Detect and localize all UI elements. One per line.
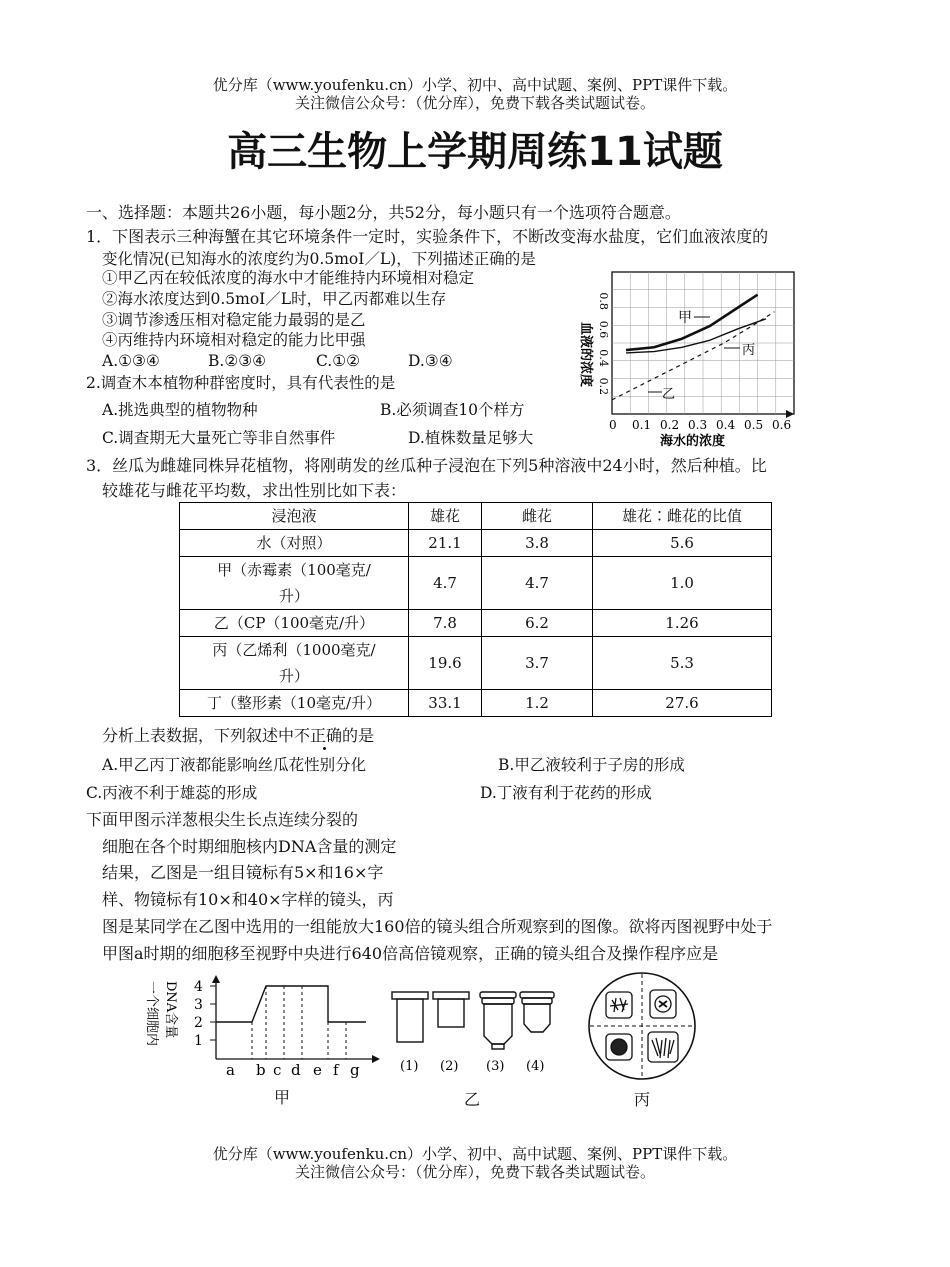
x-axis-arrow (786, 410, 794, 418)
q4-line2: 细胞在各个时期细胞核内DNA含量的测定 (102, 837, 397, 856)
table-row (180, 530, 772, 557)
q3-option-b: B.甲乙液较利于子房的形成 (498, 756, 685, 774)
lens-label: (1) (400, 1059, 419, 1074)
table-cell-male: 33.1 (409, 690, 482, 717)
q1-option-c: C.①② (316, 352, 361, 370)
lens-objective-4 (520, 992, 554, 1032)
y-tick-label: 0.8 (597, 292, 610, 310)
q1-statement-4: ④丙维持内环境相对稳定的能力比甲强 (102, 331, 366, 349)
q1-option-b: B.②③④ (208, 352, 267, 370)
section-heading: 一、选择题：本题共26小题，每小题2分，共52分，每小题只有一个选项符合题意。 (86, 203, 681, 222)
table-row (180, 557, 772, 610)
footer-line-2: 关注微信公众号：（优分库），免费下载各类试题试卷。 (294, 1163, 655, 1181)
footer-line-1: 优分库（www.youfenku.cn）小学、初中、高中试题、案例、PPT课件下载。 (212, 1145, 738, 1163)
lens-set (388, 986, 558, 1078)
cell-bottom-left (606, 1034, 632, 1060)
q1-statement-2: ②海水浓度达到0.5moI／L时，甲乙丙都难以生存 (102, 290, 447, 308)
table-header-row (180, 503, 772, 530)
q2-option-b: B.必须调查10个样方 (380, 401, 525, 419)
table-cell-ratio: 5.6 (593, 530, 772, 557)
dna-content-graph (140, 975, 380, 1085)
x-tick-label: 0.6 (772, 418, 792, 432)
lens-label: (3) (486, 1059, 505, 1074)
table-header-cell: 雄花 (409, 503, 482, 530)
q1-option-d: D.③④ (408, 352, 453, 370)
series-label-jia: 甲 (678, 310, 692, 326)
q1-stem-line2: 变化情况(已知海水的浓度约为0.5moI／L)，下列描述正确的是 (102, 250, 536, 268)
lens-eyepiece-2 (433, 992, 469, 1027)
table-cell-female: 4.7 (482, 557, 593, 610)
lens-label: (2) (440, 1059, 459, 1074)
cell-top-left (606, 992, 632, 1018)
caption-jia: 甲 (274, 1088, 291, 1107)
y-axis-title: 血液的浓度 (578, 322, 593, 388)
table-header-cell: 雄花∶雌花的比值 (593, 503, 772, 530)
header-line-1: 优分库（www.youfenku.cn）小学、初中、高中试题、案例、PPT课件下载。 (212, 76, 738, 94)
lens-eyepiece-1 (392, 992, 428, 1042)
cell-bottom-right (648, 1032, 678, 1062)
jia-ytick: 1 (194, 1033, 203, 1049)
q3-stem-line2: 较雄花与雌花平均数，求出性别比如下表： (102, 481, 407, 500)
table-cell-solution (180, 637, 409, 690)
q4-line6: 甲图a时期的细胞移至视野中央进行640倍高倍镜观察，正确的镜头组合及操作程序应是 (102, 944, 719, 963)
q1-stem-line1: 1．下图表示三种海蟹在其它环境条件一定时，实验条件下，不断改变海水盐度，它们血液浓度的 (86, 227, 769, 246)
table-cell-male: 4.7 (409, 557, 482, 610)
q4-line3: 结果，乙图是一组目镜标有5×和16×字 (102, 863, 384, 882)
table-cell-female: 3.8 (482, 530, 593, 557)
jia-y-arrow (212, 975, 220, 983)
caption-yi: 乙 (464, 1090, 481, 1109)
table-cell-ratio: 5.3 (593, 637, 772, 690)
solution-line1: 甲（赤霉素（100毫克/ (217, 561, 371, 579)
jia-x-arrow (372, 1055, 380, 1063)
chart-gridlines (612, 272, 794, 414)
q2-stem: 2.调查木本植物种群密度时，具有代表性的是 (86, 374, 396, 392)
table-cell-solution (180, 557, 409, 610)
q2-option-a: A.挑选典型的植物物种 (102, 401, 258, 419)
q2-option-d: D.植株数量足够大 (408, 429, 534, 447)
series-label-bing: 丙 (742, 343, 756, 358)
emphasis-dot (323, 747, 326, 750)
y-tick-label: 0.4 (597, 349, 610, 367)
q3-option-c: C.丙液不利于雄蕊的形成 (86, 784, 258, 802)
table-cell-ratio: 1.26 (593, 610, 772, 637)
table-header-cell: 雌花 (482, 503, 593, 530)
jia-xtick: a (226, 1061, 235, 1079)
x-axis-title: 海水的浓度 (660, 434, 726, 449)
q3-stem-line1: 3．丝瓜为雌雄同株异花植物，将刚萌发的丝瓜种子浸泡在下列5种溶液中24小时，然后种植。比 (86, 456, 767, 475)
table-row (180, 690, 772, 717)
header-line-2: 关注微信公众号：（优分库），免费下载各类试题试卷。 (294, 94, 655, 112)
q4-line1: 下面甲图示洋葱根尖生长点连续分裂的 (86, 810, 359, 829)
analysis-pre: 分析上表数据，下列叙述中 (102, 726, 295, 745)
x-tick-label: 0.3 (688, 418, 708, 432)
jia-xtick: f (333, 1061, 339, 1079)
jia-xtick: g (350, 1061, 360, 1079)
q3-option-d: D.丁液有利于花药的形成 (480, 784, 652, 802)
solution-line2: 升） (278, 667, 309, 685)
q1-statement-1: ①甲乙丙在较低浓度的海水中才能维持内环境相对稳定 (102, 269, 475, 287)
y-tick-label: 0.2 (597, 377, 610, 396)
jia-ytick: 2 (194, 1015, 203, 1031)
table-cell-solution: 水（对照） (180, 530, 409, 557)
x-tick-label: 0.5 (744, 418, 764, 432)
lens-objective-3 (480, 992, 516, 1049)
lens-label: (4) (526, 1059, 545, 1074)
jia-ylabel-2: DNA含量 (163, 981, 178, 1039)
table-header-cell: 浸泡液 (180, 503, 409, 530)
q2-option-c: C.调查期无大量死亡等非自然事件 (102, 429, 336, 447)
dna-curve (216, 986, 366, 1022)
jia-ytick: 4 (194, 979, 203, 995)
q3-analysis (102, 726, 374, 746)
sex-ratio-table (179, 502, 772, 717)
table-cell-female: 6.2 (482, 610, 593, 637)
table-cell-solution: 乙（CP（100毫克/升） (180, 610, 409, 637)
table-row (180, 610, 772, 637)
salinity-chart (570, 262, 810, 450)
q1-statement-3: ③调节渗透压相对稳定能力最弱的是乙 (102, 311, 366, 329)
jia-xtick: d (291, 1061, 301, 1079)
table-row (180, 637, 772, 690)
analysis-post: 正确的是 (310, 726, 375, 745)
jia-xtick: b (256, 1061, 266, 1079)
y-tick-label: 0.6 (597, 320, 610, 339)
jia-xtick: e (313, 1061, 322, 1079)
table-cell-male: 7.8 (409, 610, 482, 637)
table-cell-solution: 丁（整形素（10毫克/升） (180, 690, 409, 717)
series-label-yi: 乙 (662, 387, 676, 402)
table-cell-female: 3.7 (482, 637, 593, 690)
x-tick-label: 0.1 (632, 418, 652, 432)
q3-option-a: A.甲乙丙丁液都能影响丝瓜花性别分化 (102, 756, 367, 774)
table-cell-ratio: 1.0 (593, 557, 772, 610)
cell-top-right (650, 990, 676, 1018)
table-cell-ratio: 27.6 (593, 690, 772, 717)
solution-line1: 丙（乙烯利（1000毫克/ (212, 641, 376, 659)
q1-option-a: A.①③④ (102, 352, 160, 370)
x-tick-label: 0.2 (660, 418, 680, 432)
table-cell-male: 19.6 (409, 637, 482, 690)
q4-line5: 图是某同学在乙图中选用的一组能放大160倍的镜头组合所观察到的图像。欲将丙图视野中处于 (102, 917, 773, 936)
caption-bing: 丙 (634, 1090, 651, 1109)
page-title: 高三生物上学期周练11试题 (227, 129, 723, 175)
q4-line4: 样、物镜标有10×和40×字样的镜头，丙 (102, 890, 394, 909)
x-tick-label: 0 (609, 418, 617, 432)
analysis-emphasis: 不 (294, 726, 311, 745)
jia-xtick: c (273, 1061, 282, 1079)
jia-ylabel-1: 一个细胞内 (144, 981, 159, 1047)
table-cell-male: 21.1 (409, 530, 482, 557)
x-tick-label: 0.4 (716, 418, 736, 432)
solution-line2: 升） (278, 587, 309, 605)
jia-ytick: 3 (194, 997, 203, 1013)
table-cell-female: 1.2 (482, 690, 593, 717)
microscope-field (584, 970, 700, 1082)
